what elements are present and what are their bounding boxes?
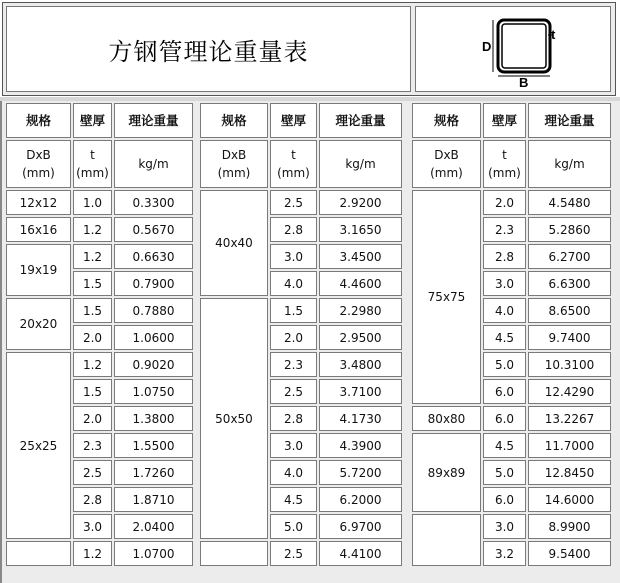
unit-spec: [412, 140, 481, 188]
weight-cell: 3.1650: [319, 217, 402, 242]
table-row: [6, 298, 193, 323]
spec-cell: 25x25: [6, 352, 71, 539]
diagram-label-d: D: [482, 39, 492, 54]
thickness-cell: 1.5: [73, 298, 112, 323]
weight-cell: 0.3300: [114, 190, 193, 215]
weight-cell: 1.8710: [114, 487, 193, 512]
spec-cell: 20x20: [6, 298, 71, 350]
thickness-cell: 3.0: [73, 514, 112, 539]
spec-cell: [200, 541, 268, 566]
thickness-cell: 3.0: [483, 514, 526, 539]
unit-line: (mm): [488, 166, 521, 180]
weight-cell: 13.2267: [528, 406, 611, 431]
diagram-label-t: t: [551, 27, 556, 42]
page-title: 方钢管理论重量表: [108, 37, 309, 66]
unit-line: t: [90, 148, 95, 162]
thickness-cell: 5.0: [483, 460, 526, 485]
thickness-cell: 2.0: [73, 325, 112, 350]
table-row: [6, 190, 193, 215]
header-spec: 规格: [200, 103, 268, 138]
weight-cell: 1.0750: [114, 379, 193, 404]
thickness-cell: 6.0: [483, 379, 526, 404]
weight-cell: 2.9200: [319, 190, 402, 215]
header-thickness: 壁厚: [270, 103, 317, 138]
weight-cell: 0.5670: [114, 217, 193, 242]
spec-cell: 19x19: [6, 244, 71, 296]
unit-spec: [200, 140, 268, 188]
unit-line: DxB: [26, 148, 51, 162]
weight-cell: 1.7260: [114, 460, 193, 485]
weight-cell: 4.4600: [319, 271, 402, 296]
table-row: [6, 541, 193, 566]
spec-cell: [412, 514, 481, 566]
weight-cell: 0.6630: [114, 244, 193, 269]
header-panel: [2, 2, 616, 96]
weight-cell: 4.5480: [528, 190, 611, 215]
weight-cell: 1.5500: [114, 433, 193, 458]
tube-outer: [498, 20, 550, 72]
unit-line: kg/m: [138, 157, 169, 171]
table-row: [412, 190, 611, 215]
thickness-cell: 6.0: [483, 406, 526, 431]
weight-cell: 3.7100: [319, 379, 402, 404]
weight-cell: 1.0700: [114, 541, 193, 566]
thickness-cell: 1.2: [73, 352, 112, 377]
table-row: [200, 298, 402, 323]
weight-cell: 12.8450: [528, 460, 611, 485]
thickness-cell: 6.0: [483, 487, 526, 512]
weight-table-1: [4, 101, 195, 568]
thickness-cell: 4.0: [270, 460, 317, 485]
unit-line: (mm): [76, 166, 109, 180]
unit-line: kg/m: [554, 157, 585, 171]
thickness-cell: 3.0: [270, 244, 317, 269]
unit-spec: [6, 140, 71, 188]
unit-weight: [319, 140, 402, 188]
table-row: [200, 190, 402, 215]
thickness-cell: 2.3: [270, 352, 317, 377]
thickness-cell: 2.0: [73, 406, 112, 431]
unit-line: DxB: [434, 148, 459, 162]
thickness-cell: 4.5: [270, 487, 317, 512]
weight-cell: 5.7200: [319, 460, 402, 485]
unit-thickness: [270, 140, 317, 188]
thickness-cell: 1.0: [73, 190, 112, 215]
weight-cell: 6.9700: [319, 514, 402, 539]
thickness-cell: 1.5: [270, 298, 317, 323]
weight-cell: 2.9500: [319, 325, 402, 350]
weight-cell: 8.9900: [528, 514, 611, 539]
thickness-cell: 2.8: [270, 406, 317, 431]
thickness-cell: 4.5: [483, 433, 526, 458]
unit-line: kg/m: [345, 157, 376, 171]
weight-cell: 2.2980: [319, 298, 402, 323]
spec-cell: [6, 541, 71, 566]
spec-cell: 16x16: [6, 217, 71, 242]
unit-line: t: [502, 148, 507, 162]
unit-line: (mm): [430, 166, 463, 180]
weight-cell: 1.0600: [114, 325, 193, 350]
weight-cell: 8.6500: [528, 298, 611, 323]
thickness-cell: 2.5: [73, 460, 112, 485]
thickness-cell: 1.2: [73, 217, 112, 242]
diagram-label-b: B: [519, 75, 529, 90]
weight-cell: 6.2700: [528, 244, 611, 269]
unit-line: t: [291, 148, 296, 162]
title-cell: [6, 6, 411, 92]
thickness-cell: 2.8: [73, 487, 112, 512]
header-spec: 规格: [6, 103, 71, 138]
weight-cell: 4.4100: [319, 541, 402, 566]
thickness-cell: 1.2: [73, 244, 112, 269]
table-row: [6, 217, 193, 242]
spec-cell: 50x50: [200, 298, 268, 539]
thickness-cell: 4.0: [270, 271, 317, 296]
weight-cell: 0.7900: [114, 271, 193, 296]
thickness-cell: 3.0: [270, 433, 317, 458]
weight-cell: 4.1730: [319, 406, 402, 431]
tube-inner: [502, 24, 546, 68]
table-row: [6, 244, 193, 269]
table-row: [412, 406, 611, 431]
thickness-cell: 2.8: [483, 244, 526, 269]
thickness-cell: 1.2: [73, 541, 112, 566]
thickness-cell: 2.0: [483, 190, 526, 215]
header-weight: 理论重量: [114, 103, 193, 138]
weight-cell: 0.9020: [114, 352, 193, 377]
weight-cell: 14.6000: [528, 487, 611, 512]
unit-line: (mm): [277, 166, 310, 180]
thickness-cell: 4.5: [483, 325, 526, 350]
weight-cell: 10.3100: [528, 352, 611, 377]
thickness-cell: 2.3: [483, 217, 526, 242]
unit-line: DxB: [221, 148, 247, 162]
weight-cell: 12.4290: [528, 379, 611, 404]
thickness-cell: 2.8: [270, 217, 317, 242]
weight-cell: 6.6300: [528, 271, 611, 296]
header-spec: 规格: [412, 103, 481, 138]
thickness-cell: 2.5: [270, 190, 317, 215]
table-row: [412, 514, 611, 539]
table-row: [412, 433, 611, 458]
thickness-cell: 1.5: [73, 271, 112, 296]
thickness-cell: 1.5: [73, 379, 112, 404]
header-weight: 理论重量: [319, 103, 402, 138]
weight-cell: 4.3900: [319, 433, 402, 458]
weight-table-3: [410, 101, 613, 568]
table-row: [6, 352, 193, 377]
spec-cell: 75x75: [412, 190, 481, 404]
thickness-cell: 2.3: [73, 433, 112, 458]
header-weight: 理论重量: [528, 103, 611, 138]
diagram-cell: [415, 6, 611, 92]
weight-cell: 6.2000: [319, 487, 402, 512]
weight-cell: 0.7880: [114, 298, 193, 323]
unit-weight: [114, 140, 193, 188]
header-thickness: 壁厚: [483, 103, 526, 138]
spec-cell: 80x80: [412, 406, 481, 431]
thickness-cell: 2.0: [270, 325, 317, 350]
thickness-cell: 2.5: [270, 379, 317, 404]
spec-cell: 12x12: [6, 190, 71, 215]
weight-cell: 11.7000: [528, 433, 611, 458]
weight-cell: 9.5400: [528, 541, 611, 566]
unit-line: (mm): [217, 166, 251, 180]
thickness-cell: 4.0: [483, 298, 526, 323]
unit-weight: [528, 140, 611, 188]
header-thickness: 壁厚: [73, 103, 112, 138]
thickness-cell: 3.2: [483, 541, 526, 566]
weight-cell: 9.7400: [528, 325, 611, 350]
weight-cell: 1.3800: [114, 406, 193, 431]
weight-cell: 2.0400: [114, 514, 193, 539]
spec-cell: 40x40: [200, 190, 268, 296]
weight-cell: 5.2860: [528, 217, 611, 242]
thickness-cell: 2.5: [270, 541, 317, 566]
thickness-cell: 5.0: [483, 352, 526, 377]
unit-thickness: [73, 140, 112, 188]
weight-cell: 3.4800: [319, 352, 402, 377]
unit-line: (mm): [22, 166, 55, 180]
spec-cell: 89x89: [412, 433, 481, 512]
weight-tables: [0, 101, 620, 583]
thickness-cell: 3.0: [483, 271, 526, 296]
weight-table-2: [198, 101, 404, 568]
square-tube-diagram: [416, 7, 612, 93]
thickness-cell: 5.0: [270, 514, 317, 539]
table-row: [200, 541, 402, 566]
unit-thickness: [483, 140, 526, 188]
weight-cell: 3.4500: [319, 244, 402, 269]
